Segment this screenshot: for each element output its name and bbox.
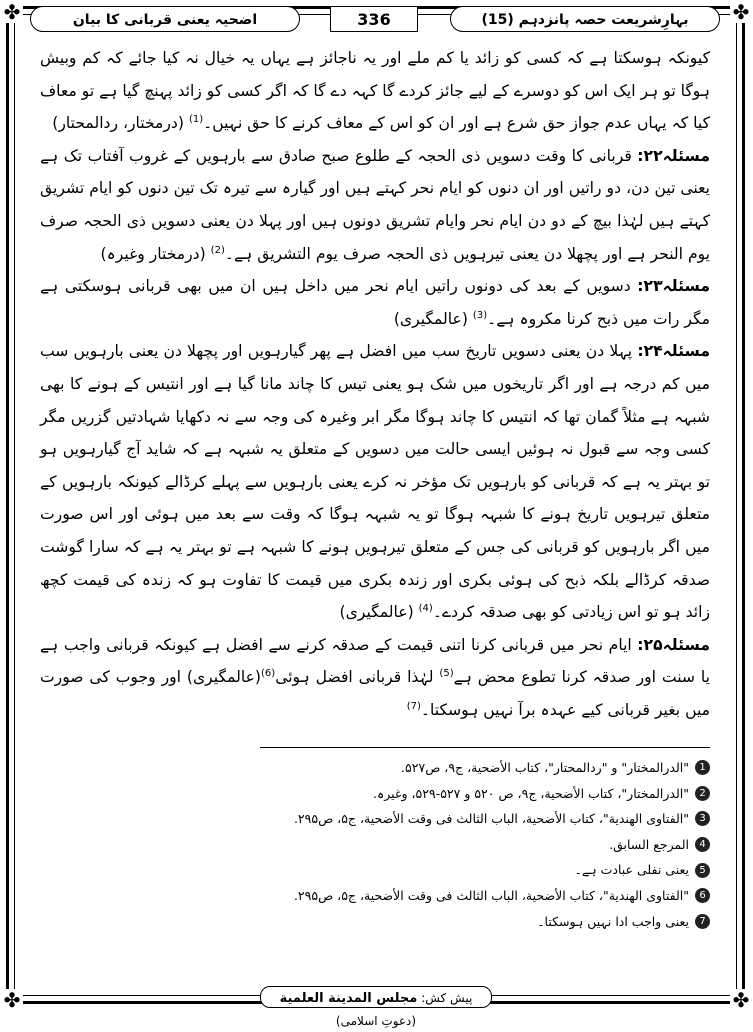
masala-heading: مسئلہ۲۵: [637,635,710,654]
footnote-item [40,755,710,781]
ornament-corner-icon: ✤ [730,1,752,23]
publisher-footer [260,986,492,1028]
footnote-item [40,806,710,832]
footnote-item [40,883,710,909]
source-citation: (عالمگیری) [186,668,262,687]
paragraph-text: پہلا دن یعنی دسویں تاریخ سب میں افضل ہے پھر گیارہویں اور پچھلا دن یعنی بارہویں سب میں کم درجہ ہے اور اگر تاریخوں میں شک ہو یعنی تیس کا چاند مانا گیا ہے اور انتیس کے ہونے کا بھی شبہہ ہے مثلاً گمان تھا کہ انتیس کا چاند ہوگا مگر ابر وغیرہ کی وجہ سے نہ دکھایا شہادتیں گزریں مگر کسی وجہ سے قبول نہ ہوئیں ایسی حالت میں دسویں کے متعلق یہ شبہہ ہے کہ شاید آج گیارہویں ہو تو بہتر یہ ہے کہ قربانی کو بارہویں تک مؤخر نہ کرے یعنی بارہویں سے پہلے کرڈالے کیونکہ بارہویں کے متعلق تیرہویں تاریخ ہونے کا شبہہ ہوگا تو یہ شبہہ ہوگا کہ وقت سے بعد میں ہوئی اور اس صورت میں اگر بارہویں کو قربانی کی جس کے متعلق تیرہویں ہونے کا شبہہ ہے تو بہتر یہ ہے کہ سارا گوشت صدقہ کرڈالے بلکہ ذبح کی ہوئی بکری اور زندہ بکری میں قیمت کا تفاوت ہو کہ زندہ کی قیمت کچھ زائد ہو تو اس زیادتی کو بھی صدقہ کردے۔ [40,342,710,622]
source-citation: (عالمگیری) [393,309,468,328]
footnote-number: 7 [695,914,710,929]
paragraph-text: ایام نحر میں قربانی کرنا اتنی قیمت کے صدقہ کرنے سے افضل ہے کیونکہ قربانی واجب ہے یا سنت اور صدقہ کرنا تطوع محض ہے [40,635,710,687]
footnote-number: 4 [695,837,710,852]
paragraph [40,270,710,335]
paragraph [40,629,710,727]
footnotes-list [40,755,710,934]
footnote-item [40,857,710,883]
footnote-text: المرجع السابق. [609,836,689,852]
main-text [40,42,710,726]
footer-organization: مجلس المدینة العلمیة [279,991,418,1006]
footnote-item [40,832,710,858]
footnote-number: 6 [695,888,710,903]
footnote-ref: (1) [188,114,204,125]
paragraph-text: قربانی کا وقت دسویں ذی الحجہ کے طلوع صبح صادق سے بارہویں کے غروب آفتاب تک ہے یعنی تین دن، دو راتیں اور ان دنوں کو ایام نحر کہتے ہیں اور گیارہ سے تیرہ تک تین دنوں کو ایام تشریق کہتے ہیں لہٰذا بیچ کے دو دن ایام نحر وایام تشریق دونوں ہیں اور پہلا دن یعنی دسویں ذی الحجہ صرف یوم النحر ہے اور پچھلا دن یعنی تیرہویں ذی الحجہ صرف یوم التشریق ہے۔ [40,146,710,263]
footnote-ref: (2) [210,244,225,256]
footnote-item [40,909,710,935]
masala-heading: مسئلہ۲۳: [637,277,710,296]
footnote-ref: (6) [261,668,276,680]
chapter-title: اضحیہ یعنی قربانی کا بیان [30,6,300,32]
paragraph [40,140,710,270]
footnote-number: 3 [695,811,710,826]
footnote-text: "الدرالمختار" و "ردالمحتار"، کتاب الأضحیة، ج۹، ص۵۲۷. [401,760,689,775]
footer-presenter: پیش کش: [421,991,473,1005]
paragraph-text: اور وجوب کی صورت میں بغیر قربانی کیے عہدہ برآ نہیں ہوسکتا۔ [40,668,710,719]
source-citation: (درمختار وغیرہ) [100,244,206,263]
footnote-number: 2 [695,786,710,801]
footnote-text: "الفتاوی الهندیة"، کتاب الأضحیة، الباب الثالث فی وقت الأضحیة، ج۵، ص۲۹۵. [293,811,689,827]
footnote-number: 5 [695,863,710,878]
paragraph-text: دسویں کے بعد کی دونوں راتیں ایام نحر میں داخل ہیں ان میں بھی قربانی ہوسکتی ہے مگر رات میں ذبح کرنا مکروہ ہے۔ [40,277,710,328]
footnote-item [40,781,710,807]
paragraph-text: کیونکہ ہوسکتا ہے کہ کسی کو زائد یا کم ملے اور یہ ناجائز ہے یہاں یہ خیال نہ کیا جائے کہ کم وبیش ہوگا تو ہر ایک اس کو دوسرے کے لیے جائز کردے گا کہہ دے گا کہ اگر کسی کو زائد پہنچ گیا ہے تو معاف کیا کہ یہاں عدم جواز حق شرع ہے اور ان کو اس کے معاف کرنے کا حق نہیں۔ [40,49,710,133]
paragraph-text: لہٰذا قربانی افضل ہوئی [275,668,434,687]
footnote-text: یعنی نفلی عبادت ہے۔ [574,862,689,878]
footnote-ref: (4) [418,602,433,614]
source-citation: (درمختار، ردالمحتار) [52,114,184,133]
footer-org-note: (دعوتِ اسلامی) [335,1014,417,1028]
footnote-ref: (3) [472,309,488,321]
paragraph [40,42,710,140]
footnote-text: "الدرالمختار"، کتاب الأضحیة، ج۹، ص ۵۲۰ و ۵۲۷-۵۲۹، وغیرہ. [372,785,689,801]
book-title: بہارِشریعت حصہ پانزدہم (15) [450,6,720,32]
footnote-text: "الفتاوی الهندیة"، کتاب الأضحیة، الباب الثالث فی وقت الأضحیة، ج۵، ص۲۹۵. [293,887,689,903]
footnote-ref: (5) [439,668,454,680]
footnote-text: یعنی واجب ادا نہیں ہوسکتا۔ [537,913,689,929]
masala-heading: مسئلہ۲۲: [637,146,710,165]
ornament-corner-icon: ✤ [1,1,23,23]
ornament-corner-icon: ✤ [730,989,752,1011]
footnote-number: 1 [695,760,710,775]
source-citation: (عالمگیری) [339,603,414,622]
page-number: 336 [330,6,418,32]
ornament-corner-icon: ✤ [1,989,23,1011]
footnote-divider [260,747,710,748]
footnote-ref: (7) [406,700,421,712]
masala-heading: مسئلہ۲۴: [637,342,710,361]
paragraph [40,335,710,628]
